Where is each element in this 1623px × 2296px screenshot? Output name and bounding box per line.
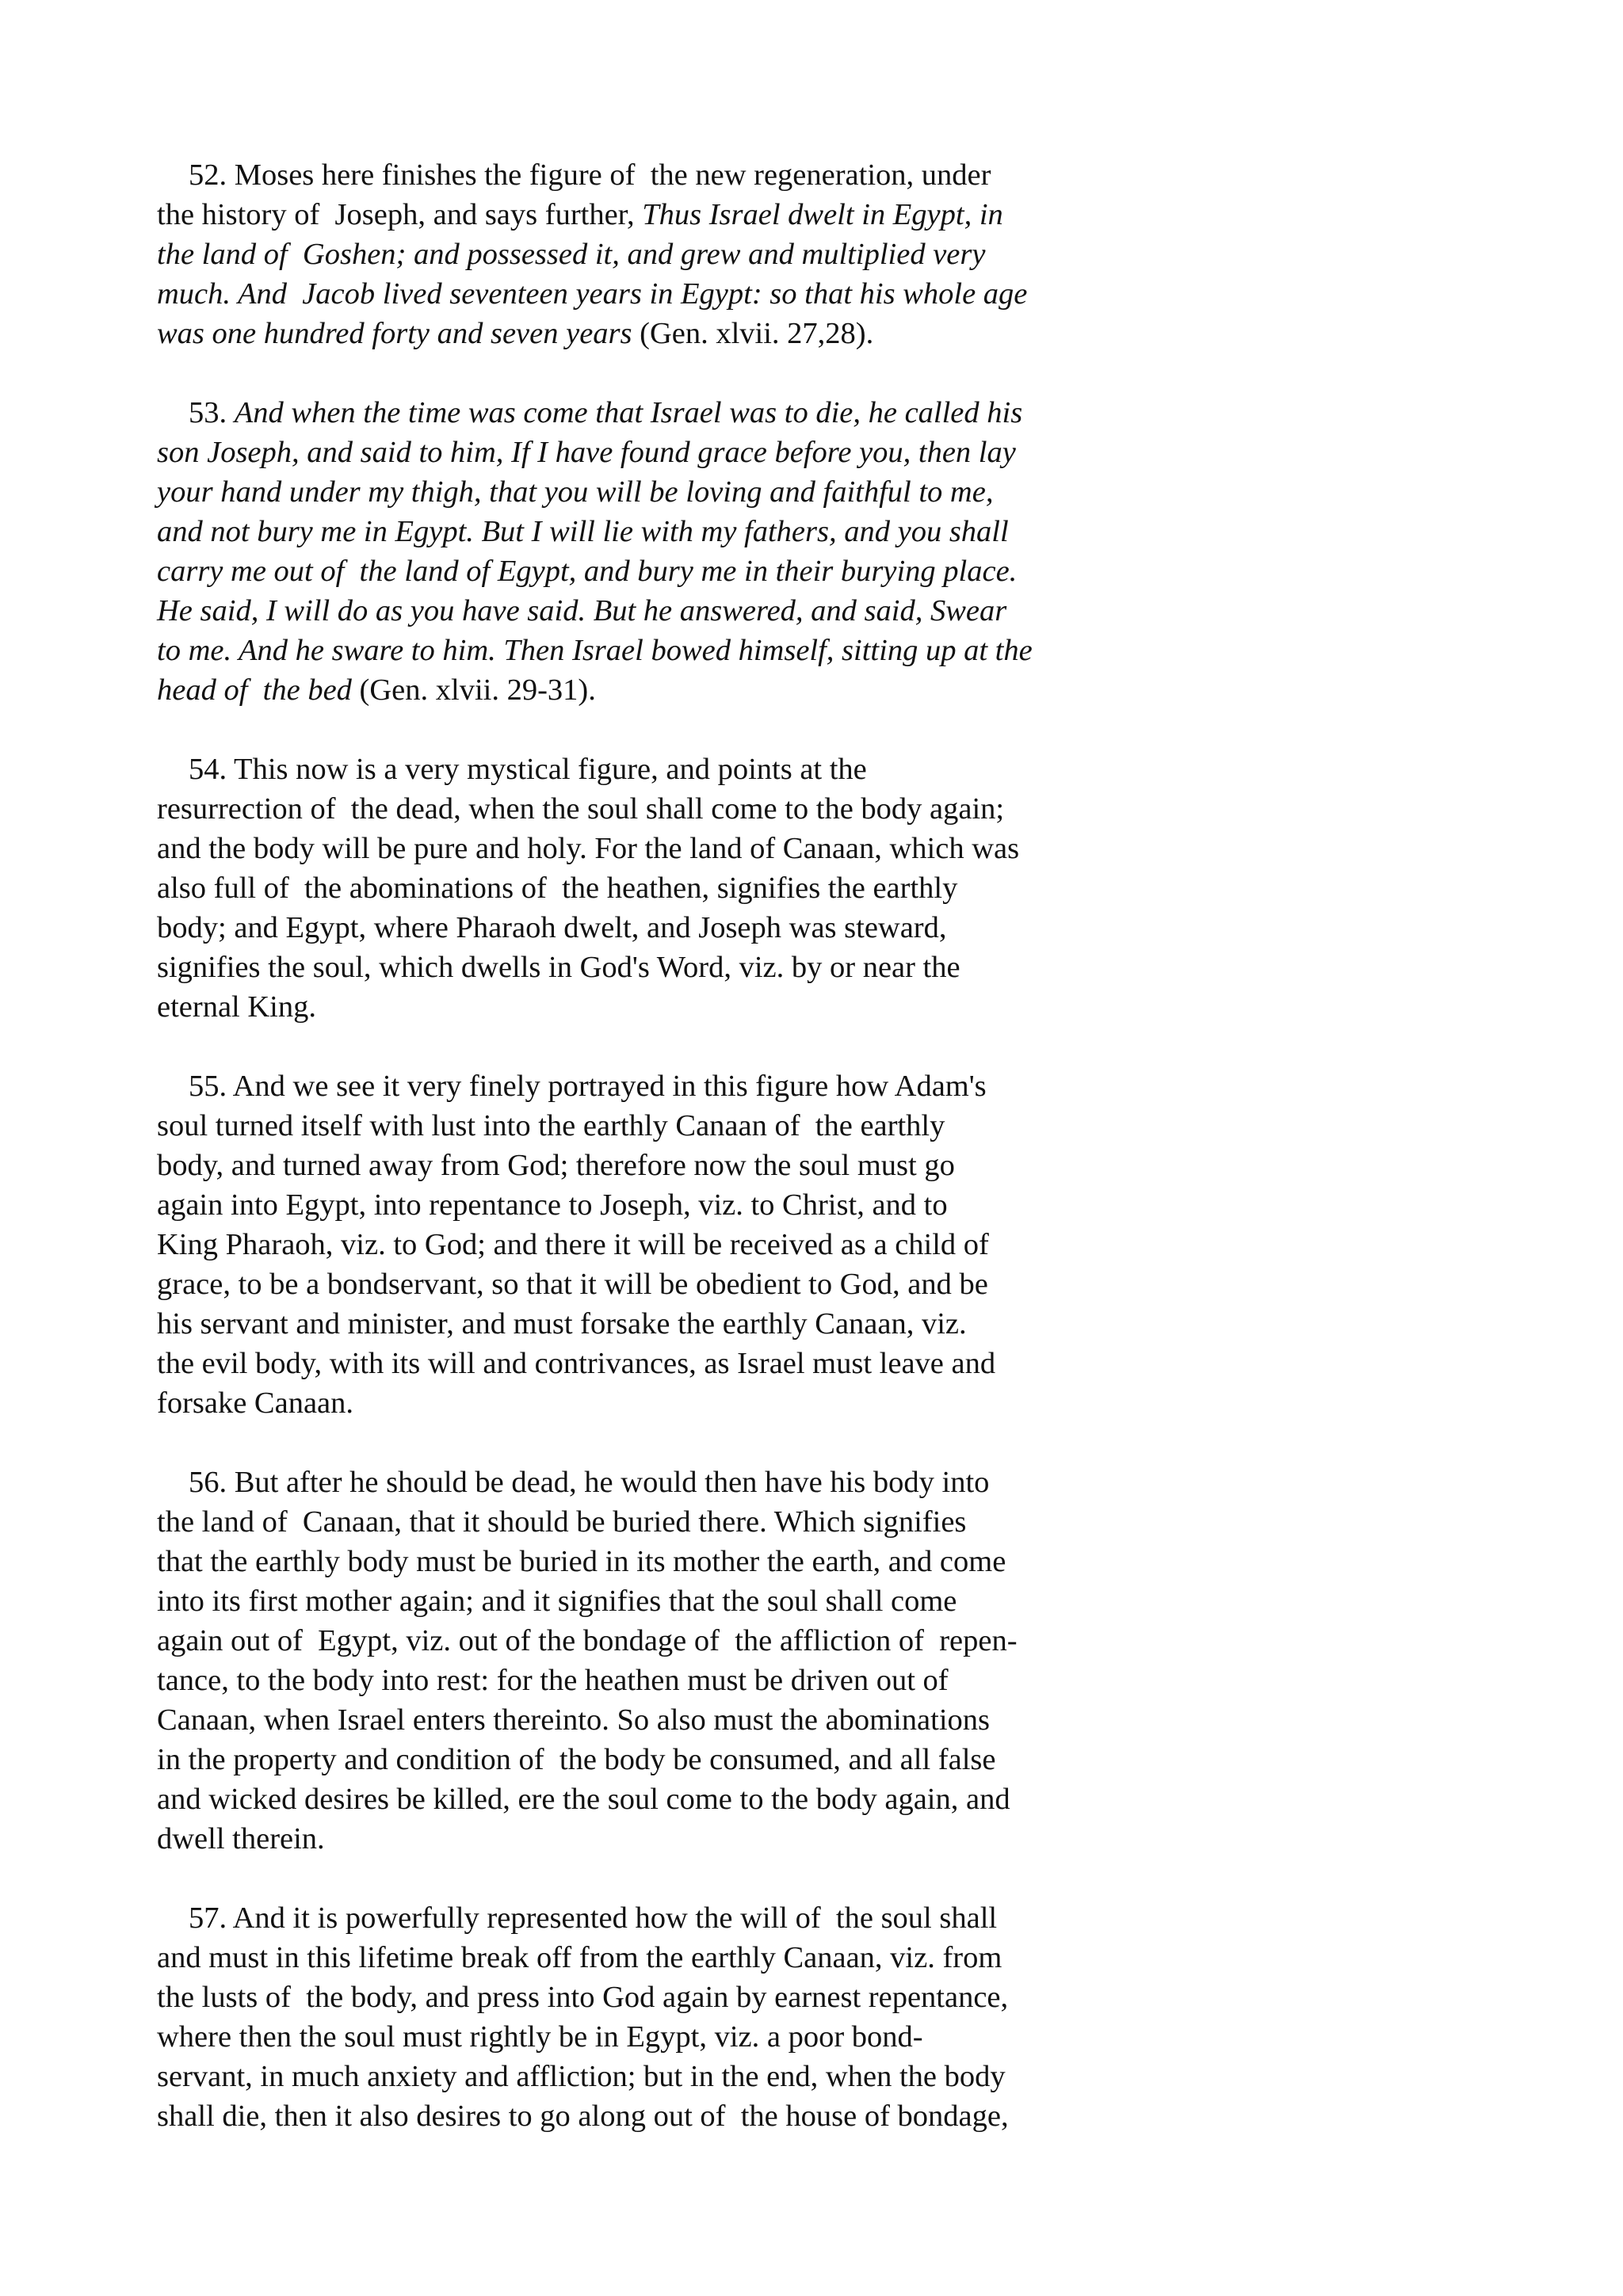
text-run: grace, to be a bondservant, so that it will be obedient to God, and be — [157, 1268, 988, 1301]
text-line — [157, 393, 1124, 433]
text-run: 54. This now is a very mystical figure, and points at the — [189, 753, 867, 786]
text-line — [157, 2017, 1124, 2057]
text-line — [157, 512, 1124, 551]
text-line — [157, 2096, 1124, 2136]
text-line — [157, 1502, 1124, 1542]
text-run: 57. And it is powerfully represented how the will of the soul shall — [189, 1901, 998, 1935]
italic-text: son Joseph, and said to him, If I have found grace before you, then lay — [157, 436, 1016, 469]
text-run: body; and Egypt, where Pharaoh dwelt, and Joseph was steward, — [157, 911, 947, 944]
text-run: body, and turned away from God; therefore now the soul must go — [157, 1149, 955, 1182]
text-run: Canaan, when Israel enters thereinto. So also must the abominations — [157, 1703, 991, 1737]
text-line — [157, 433, 1124, 472]
text-run: his servant and minister, and must forsake the earthly Canaan, viz. — [157, 1307, 967, 1341]
text-run: again into Egypt, into repentance to Joseph, viz. to Christ, and to — [157, 1188, 948, 1222]
italic-text: much. And Jacob lived seventeen years in Egypt: so that his whole age — [157, 277, 1028, 311]
text-run: that the earthly body must be buried in its mother the earth, and come — [157, 1545, 1006, 1578]
text-line — [157, 749, 1124, 789]
paragraph — [157, 393, 1124, 710]
text-line — [157, 1898, 1124, 1938]
text-line — [157, 1978, 1124, 2017]
text-line — [157, 1463, 1124, 1502]
text-run: where then the soul must rightly be in Egypt, viz. a poor bond- — [157, 2020, 923, 2054]
text-line — [157, 987, 1124, 1027]
italic-text: to me. And he sware to him. Then Israel bowed himself, sitting up at the — [157, 634, 1033, 667]
text-run: resurrection of the dead, when the soul shall come to the body again; — [157, 792, 1005, 826]
text-run: and must in this lifetime break off from the earthly Canaan, viz. from — [157, 1941, 1002, 1974]
italic-text: carry me out of the land of Egypt, and bury me in their burying place. — [157, 555, 1018, 588]
text-line — [157, 551, 1124, 591]
text-line — [157, 1383, 1124, 1423]
text-run: forsake Canaan. — [157, 1386, 353, 1420]
text-line — [157, 1542, 1124, 1581]
text-run: soul turned itself with lust into the earthly Canaan of the earthly — [157, 1109, 945, 1142]
text-line — [157, 1621, 1124, 1661]
text-run: the history of Joseph, and says further, — [157, 198, 643, 231]
text-run: (Gen. xlvii. 27,28). — [632, 317, 874, 350]
text-run: 55. And we see it very finely portrayed in this figure how Adam's — [189, 1070, 987, 1103]
paragraph — [157, 1898, 1124, 2136]
text-line — [157, 1185, 1124, 1225]
text-run: again out of Egypt, viz. out of the bondage of the affliction of repen- — [157, 1624, 1018, 1657]
text-line — [157, 1819, 1124, 1859]
text-line — [157, 1264, 1124, 1304]
italic-text: your hand under my thigh, that you will be loving and faithful to me, — [157, 475, 994, 509]
text-line — [157, 1661, 1124, 1700]
text-run: King Pharaoh, viz. to God; and there it will be received as a child of — [157, 1228, 989, 1261]
text-line — [157, 591, 1124, 631]
text-run: servant, in much anxiety and affliction; but in the end, when the body — [157, 2060, 1006, 2093]
text-line — [157, 908, 1124, 948]
text-run: the land of Canaan, that it should be buried there. Which signifies — [157, 1505, 967, 1539]
text-run: 52. Moses here finishes the figure of the new regeneration, under — [189, 158, 991, 192]
paragraph — [157, 1463, 1124, 1859]
paragraph — [157, 155, 1124, 353]
text-run: and the body will be pure and holy. For the land of Canaan, which was — [157, 832, 1020, 865]
text-run: dwell therein. — [157, 1822, 325, 1855]
text-line — [157, 1740, 1124, 1779]
text-line — [157, 1225, 1124, 1264]
text-run: tance, to the body into rest: for the heathen must be driven out of — [157, 1664, 949, 1697]
text-run: signifies the soul, which dwells in God's Word, viz. by or near the — [157, 951, 960, 984]
text-run: the lusts of the body, and press into God again by earnest repentance, — [157, 1981, 1009, 2014]
text-line — [157, 235, 1124, 274]
text-line — [157, 195, 1124, 235]
text-line — [157, 274, 1124, 314]
text-line — [157, 314, 1124, 353]
text-line — [157, 1581, 1124, 1621]
text-line — [157, 829, 1124, 868]
text-run: 53. — [189, 396, 235, 429]
text-line — [157, 472, 1124, 512]
italic-text: Thus Israel dwelt in Egypt, in — [642, 198, 1003, 231]
text-line — [157, 1066, 1124, 1106]
italic-text: and not bury me in Egypt. But I will lie with my fathers, and you shall — [157, 515, 1009, 548]
text-run: eternal King. — [157, 990, 316, 1024]
italic-text: the land of Goshen; and possessed it, and grew and multiplied very — [157, 238, 986, 271]
text-run: into its first mother again; and it signifies that the soul shall come — [157, 1585, 957, 1618]
text-line — [157, 1779, 1124, 1819]
text-run: (Gen. xlvii. 29-31). — [351, 673, 596, 707]
text-run: in the property and condition of the body be consumed, and all false — [157, 1743, 996, 1776]
text-run: also full of the abominations of the heathen, signifies the earthly — [157, 871, 958, 905]
italic-text: was one hundred forty and seven years — [157, 317, 632, 350]
paragraph — [157, 1066, 1124, 1423]
body-text — [157, 155, 1124, 2176]
text-line — [157, 948, 1124, 987]
text-line — [157, 868, 1124, 908]
text-run: shall die, then it also desires to go along out of the house of bondage, — [157, 2100, 1009, 2133]
text-line — [157, 670, 1124, 710]
text-line — [157, 631, 1124, 670]
text-line — [157, 1344, 1124, 1383]
text-line — [157, 155, 1124, 195]
text-run: 56. But after he should be dead, he would then have his body into — [189, 1466, 990, 1499]
text-line — [157, 789, 1124, 829]
text-run: and wicked desires be killed, ere the soul come to the body again, and — [157, 1783, 1010, 1816]
text-line — [157, 1700, 1124, 1740]
text-line — [157, 1106, 1124, 1146]
text-line — [157, 1938, 1124, 1978]
italic-text: He said, I will do as you have said. But he answered, and said, Swear — [157, 594, 1007, 627]
text-line — [157, 1146, 1124, 1185]
text-line — [157, 2057, 1124, 2096]
paragraph — [157, 749, 1124, 1027]
italic-text: And when the time was come that Israel was to die, he called his — [234, 396, 1023, 429]
italic-text: head of the bed — [157, 673, 352, 707]
text-run: the evil body, with its will and contrivances, as Israel must leave and — [157, 1347, 996, 1380]
text-line — [157, 1304, 1124, 1344]
